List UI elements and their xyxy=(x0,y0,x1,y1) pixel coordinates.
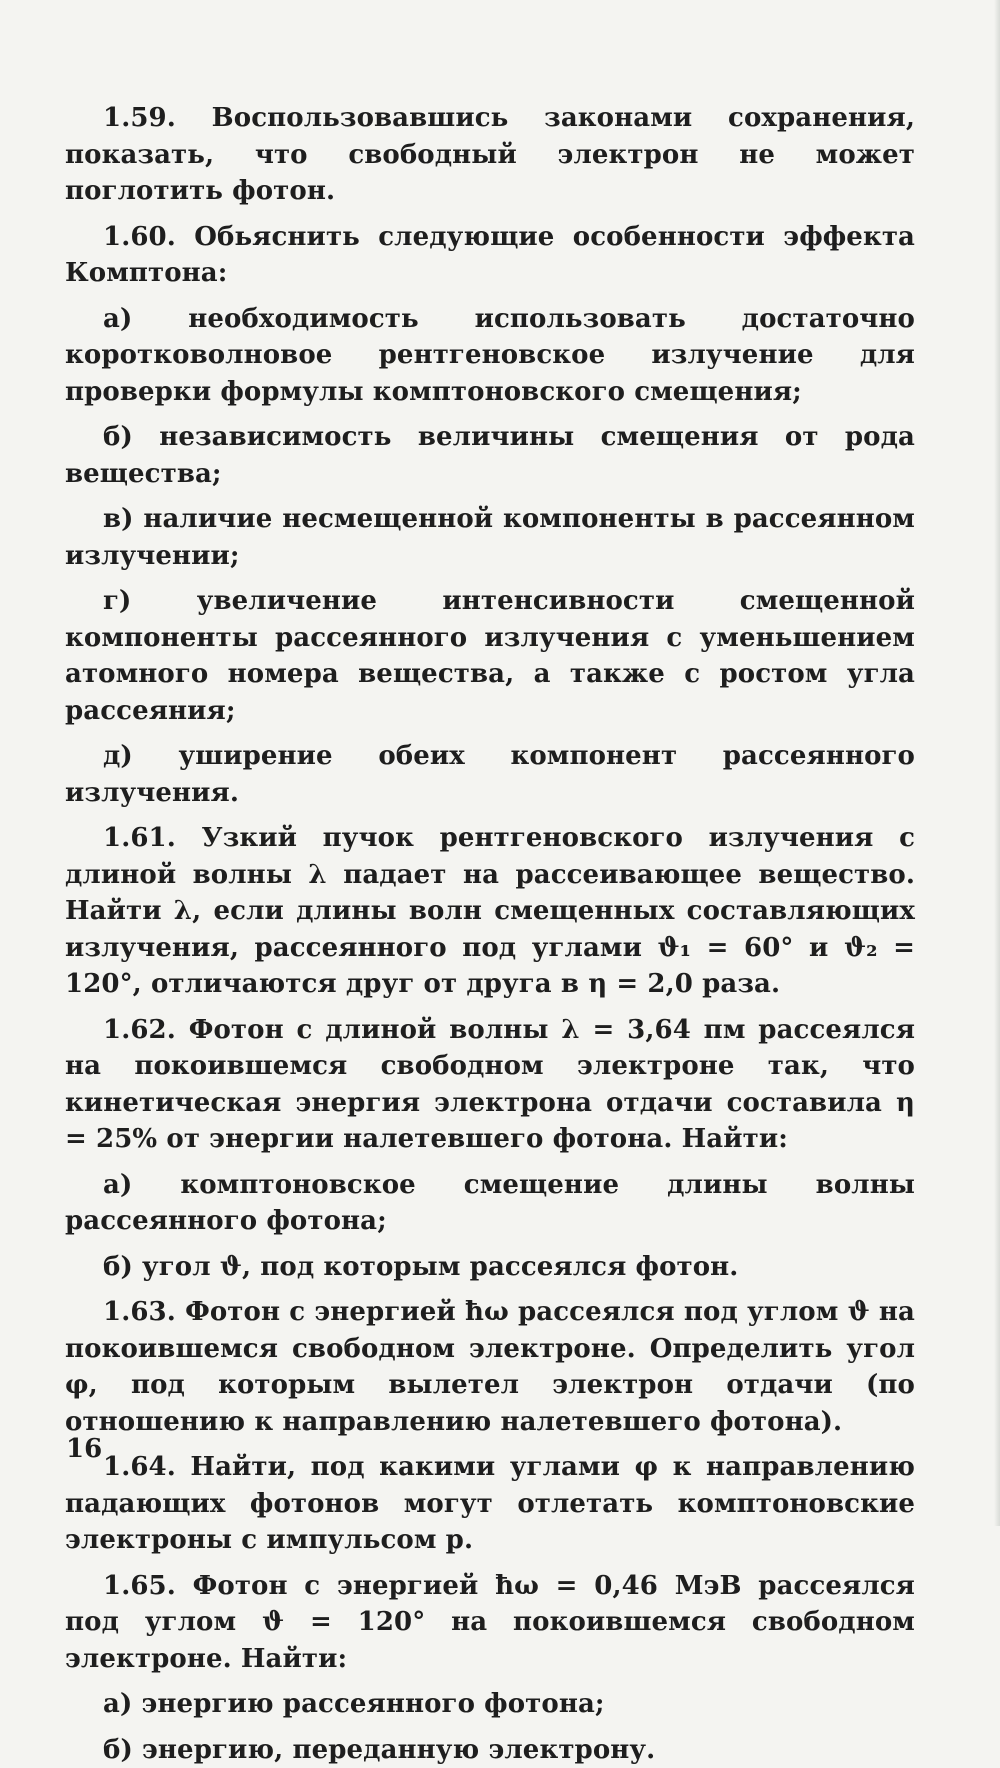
problem-number: 1.65. xyxy=(103,1571,176,1601)
problem-text: Фотон с энергией ħω рассеялся под углом ϑ на покоившемся свободном электроне. Определить угол φ, под которым вылетел электрон отдачи (по отношению к направлению налетевшего фотона). xyxy=(65,1297,915,1437)
problem-1-60 xyxy=(65,219,915,292)
problem-1-60-item-d: г) увеличение интенсивности смещенной компоненты рассеянного излучения с уменьшением атомного номера вещества, а также с ростом угла рассеяния; xyxy=(65,583,915,729)
problem-text: Узкий пучок рентгеновского излучения с длиной волны λ падает на рассеивающее вещество. Найти λ, если длины волн смещенных составляющих излучения, рассеянного под углами ϑ₁ = 60° и ϑ₂ = 120°, отличаются друг от друга в η = 2,0 раза. xyxy=(65,823,915,999)
problem-number: 1.61. xyxy=(103,823,176,853)
problem-1-63 xyxy=(65,1294,915,1440)
problem-1-65 xyxy=(65,1568,915,1678)
problem-1-59 xyxy=(65,100,915,210)
problem-text: Воспользовавшись законами сохранения, показать, что свободный электрон не может поглотить фотон. xyxy=(65,103,915,206)
page-edge-shadow xyxy=(994,0,1000,1526)
problem-1-62-item-a: а) комптоновское смещение длины волны рассеянного фотона; xyxy=(65,1167,915,1240)
problem-1-60-item-b: б) независимость величины смещения от рода вещества; xyxy=(65,419,915,492)
page-number: 16 xyxy=(66,1434,102,1464)
problem-text: Обьяснить следующие особенности эффекта Комптона: xyxy=(65,222,915,289)
problem-1-62 xyxy=(65,1012,915,1158)
problem-text: Фотон с длиной волны λ = 3,64 пм рассеялся на покоившемся свободном электроне так, что кинетическая энергия электрона отдачи составила η = 25% от энергии налетевшего фотона. Найти: xyxy=(65,1015,915,1155)
problem-number: 1.59. xyxy=(103,103,176,133)
problem-1-60-item-e: д) уширение обеих компонент рассеянного излучения. xyxy=(65,738,915,811)
page-body xyxy=(65,100,915,1768)
problem-text: Найти, под какими углами φ к направлению падающих фотонов могут отлетать комптоновские электроны с импульсом p. xyxy=(65,1452,915,1555)
problem-1-64 xyxy=(65,1449,915,1559)
problem-1-65-item-a: а) энергию рассеянного фотона; xyxy=(65,1686,915,1723)
problem-number: 1.62. xyxy=(103,1015,176,1045)
problem-number: 1.64. xyxy=(103,1452,176,1482)
problem-number: 1.63. xyxy=(103,1297,176,1327)
problem-1-60-item-c: в) наличие несмещенной компоненты в рассеянном излучении; xyxy=(65,501,915,574)
problem-1-60-item-a: а) необходимость использовать достаточно коротковолновое рентгеновское излучение для проверки формулы комптоновского смещения; xyxy=(65,301,915,411)
problem-1-65-item-b: б) энергию, переданную электрону. xyxy=(65,1732,915,1768)
problem-1-62-item-b: б) угол ϑ, под которым рассеялся фотон. xyxy=(65,1249,915,1286)
problem-text: Фотон с энергией ħω = 0,46 МэВ рассеялся под углом ϑ = 120° на покоившемся свободном электроне. Найти: xyxy=(65,1571,915,1674)
problem-1-61 xyxy=(65,820,915,1003)
problem-number: 1.60. xyxy=(103,222,176,252)
